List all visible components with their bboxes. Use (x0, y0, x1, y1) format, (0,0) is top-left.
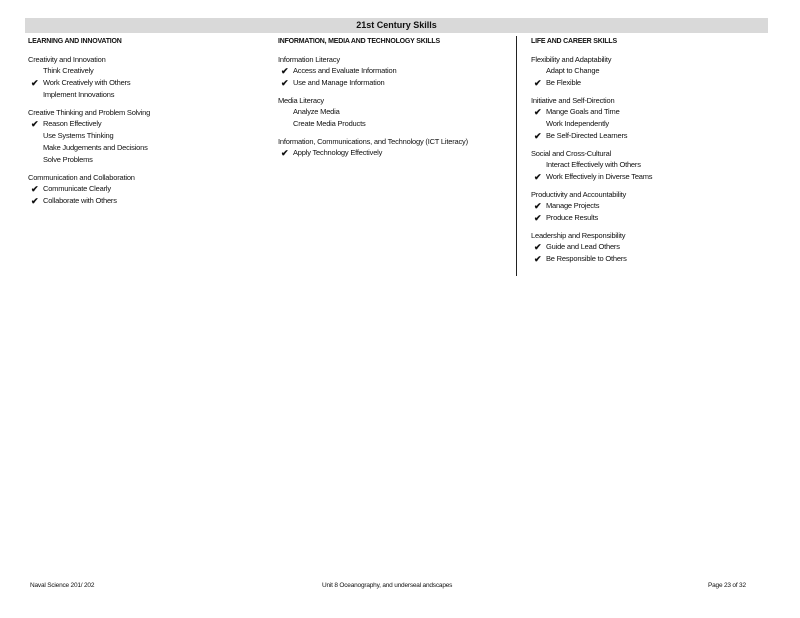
skill-item-label: Apply Technology Effectively (293, 148, 383, 157)
skill-item (531, 118, 761, 130)
checkmark-icon: ✔ (534, 78, 542, 88)
skill-item-label: Create Media Products (293, 119, 366, 128)
checkmark-icon: ✔ (534, 131, 542, 141)
skill-item-label: Guide and Lead Others (546, 242, 620, 251)
skill-item-label: Interact Effectively with Others (546, 160, 641, 169)
skill-item (531, 106, 761, 118)
skill-item (28, 183, 253, 195)
checkmark-icon: ✔ (31, 184, 39, 194)
skill-item-label: Be Self-Directed Learners (546, 131, 628, 140)
skill-group (28, 54, 253, 101)
skill-group (28, 107, 253, 166)
skill-item (28, 130, 253, 142)
checkmark-icon: ✔ (31, 119, 39, 129)
footer-page-number: Page 23 of 32 (708, 582, 746, 589)
skill-item-label: Manage Projects (546, 201, 600, 210)
skill-group-title: Information Literacy (278, 55, 340, 64)
skill-item-label: Adapt to Change (546, 66, 600, 75)
skill-item (278, 147, 508, 159)
skill-group-title: Creative Thinking and Problem Solving (28, 108, 151, 117)
footer-unit: Unit 8 Oceanography, and underseal andscapes (322, 582, 453, 589)
skill-group-title: Media Literacy (278, 96, 324, 105)
skill-item (28, 142, 253, 154)
skill-group-title: Initiative and Self-Direction (531, 96, 615, 105)
skill-group (278, 95, 508, 130)
skill-item (531, 77, 761, 89)
checkmark-icon: ✔ (31, 78, 39, 88)
skill-group (531, 148, 761, 183)
skill-item (531, 200, 761, 212)
skill-group (531, 189, 761, 224)
checkmark-icon: ✔ (534, 172, 542, 182)
skill-item-label: Work Creatively with Others (43, 78, 131, 87)
column-life-career (531, 38, 761, 271)
skill-item (278, 65, 508, 77)
checkmark-icon: ✔ (534, 107, 542, 117)
checkmark-icon: ✔ (31, 196, 39, 206)
skill-group-title: Creativity and Innovation (28, 55, 106, 64)
footer-course: Naval Science 201/ 202 (30, 582, 95, 589)
column-heading: LEARNING AND INNOVATION (28, 38, 122, 45)
page-title: 21st Century Skills (25, 18, 768, 33)
skill-item (28, 89, 253, 101)
skill-group-title: Leadership and Responsibility (531, 231, 626, 240)
skill-item-label: Use Systems Thinking (43, 131, 114, 140)
skill-item (531, 159, 761, 171)
skill-item-label: Solve Problems (43, 155, 93, 164)
skill-group-title: Productivity and Accountability (531, 190, 627, 199)
skill-item (28, 195, 253, 207)
skill-item (278, 77, 508, 89)
skill-item (531, 241, 761, 253)
column-divider (516, 36, 517, 276)
skill-item-label: Work Independently (546, 119, 609, 128)
skill-item (531, 253, 761, 265)
checkmark-icon: ✔ (534, 213, 542, 223)
column-heading: LIFE AND CAREER SKILLS (531, 38, 617, 45)
skill-item (278, 106, 508, 118)
skill-item-label: Think Creatively (43, 66, 94, 75)
column-heading: INFORMATION, MEDIA AND TECHNOLOGY SKILLS (278, 38, 440, 45)
skill-item (531, 65, 761, 77)
checkmark-icon: ✔ (281, 66, 289, 76)
checkmark-icon: ✔ (281, 148, 289, 158)
skill-item (28, 77, 253, 89)
checkmark-icon: ✔ (534, 254, 542, 264)
skill-group (531, 95, 761, 142)
skill-item-label: Work Effectively in Diverse Teams (546, 172, 653, 181)
skill-item (28, 65, 253, 77)
skill-item-label: Implement Innovations (43, 90, 115, 99)
skill-item-label: Reason Effectively (43, 119, 102, 128)
skill-item (28, 154, 253, 166)
skill-item (28, 118, 253, 130)
skill-item-label: Make Judgements and Decisions (43, 143, 148, 152)
skill-item-label: Collaborate with Others (43, 196, 117, 205)
skill-item-label: Analyze Media (293, 107, 340, 116)
skill-item (278, 118, 508, 130)
skill-item (531, 130, 761, 142)
skill-item-label: Access and Evaluate Information (293, 66, 397, 75)
skill-item-label: Produce Results (546, 213, 599, 222)
skill-group (278, 136, 508, 159)
skill-item (531, 212, 761, 224)
skill-group (531, 54, 761, 89)
skill-group-title: Social and Cross-Cultural (531, 149, 612, 158)
column-learning-innovation (28, 38, 253, 213)
skill-group-title: Communication and Collaboration (28, 173, 135, 182)
skill-item-label: Be Flexible (546, 78, 581, 87)
skill-item (531, 171, 761, 183)
skill-group-title: Flexibility and Adaptability (531, 55, 612, 64)
skill-group (28, 172, 253, 207)
column-information-media-technology (278, 38, 508, 165)
skill-item-label: Mange Goals and Time (546, 107, 620, 116)
skill-group-title: Information, Communications, and Technology (ICT Literacy) (278, 137, 468, 146)
skill-group (531, 230, 761, 265)
skill-item-label: Communicate Clearly (43, 184, 111, 193)
checkmark-icon: ✔ (534, 242, 542, 252)
skill-item-label: Use and Manage Information (293, 78, 385, 87)
checkmark-icon: ✔ (281, 78, 289, 88)
checkmark-icon: ✔ (534, 201, 542, 211)
skill-group (278, 54, 508, 89)
skill-item-label: Be Responsible to Others (546, 254, 627, 263)
